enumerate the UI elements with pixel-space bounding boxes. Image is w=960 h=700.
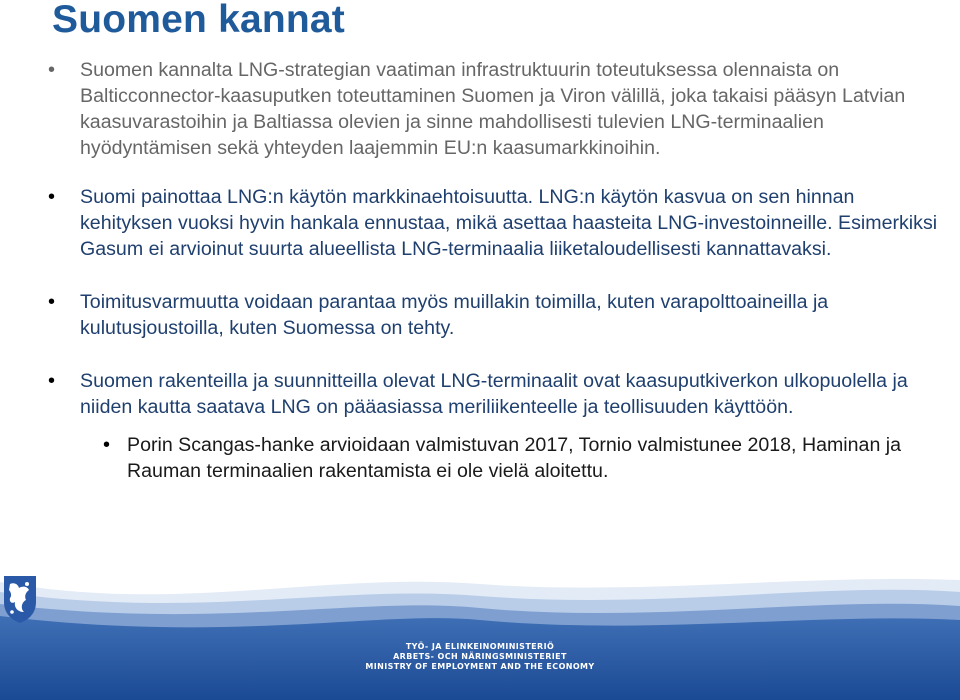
footer-wave-graphic <box>0 574 960 700</box>
bullet-text: Suomi painottaa LNG:n käytön markkinaehtoisuutta. LNG:n käytön kasvua on sen hinnan kehityksen vuoksi hyvin hankala ennustaa, mikä asettaa haasteita LNG-investoinneille. Esimerkiksi Gasum ei arvioinut suurta alueellista LNG-terminaalia liiketaloudellisesti kannattavaksi. <box>80 186 938 260</box>
ministry-name-sv: ARBETS- OCH NÄRINGSMINISTERIET <box>393 652 567 661</box>
ministry-name-en: MINISTRY OF EMPLOYMENT AND THE ECONOMY <box>365 662 595 671</box>
bullet-dot: • <box>48 370 56 392</box>
bullet-4 <box>0 368 960 420</box>
bullet-text: Suomen kannalta LNG-strategian vaatiman infrastruktuurin toteutuksessa olennaista on Balticconnector-kaasuputken toteuttaminen Suomen ja Viron välillä, joka takaisi pääsyn Latvian kaasuvarastoihin ja Baltiassa olevien ja sinne mahdollisesti tulevien LNG-terminaalien hyödyntämisen sekä yhteyden laajemmin EU:n kaasumarkkinoihin. <box>80 59 906 159</box>
ministry-name-fi: TYÖ- JA ELINKEINOMINISTERIÖ <box>405 642 555 651</box>
slide-body <box>0 57 960 484</box>
lion-crest-icon <box>0 574 40 624</box>
footer-banner <box>0 574 960 700</box>
sub-bullet-dot: • <box>103 434 111 456</box>
bullet-dot: • <box>48 291 56 313</box>
bullet-dot: • <box>48 186 56 208</box>
bullet-3 <box>0 289 960 341</box>
sub-bullet-1 <box>0 432 960 484</box>
bullet-text: Suomen rakenteilla ja suunnitteilla olevat LNG-terminaalit ovat kaasuputkiverkon ulkopuolella ja niiden kautta saatava LNG on pääasiassa meriliikenteelle ja teollisuuden käyttöön. <box>80 370 908 418</box>
bullet-dot: • <box>48 59 56 81</box>
slide-title: Suomen kannat <box>52 0 345 41</box>
bullet-1 <box>0 57 960 161</box>
sub-bullet-text: Porin Scangas-hanke arvioidaan valmistuvan 2017, Tornio valmistunee 2018, Haminan ja Rauman terminaalien rakentamista ei ole vielä aloitettu. <box>127 434 902 482</box>
bullet-2 <box>0 184 960 262</box>
bullet-text: Toimitusvarmuutta voidaan parantaa myös muillakin toimilla, kuten varapolttoaineilla ja kulutusjoustoilla, kuten Suomessa on tehty. <box>80 291 829 339</box>
